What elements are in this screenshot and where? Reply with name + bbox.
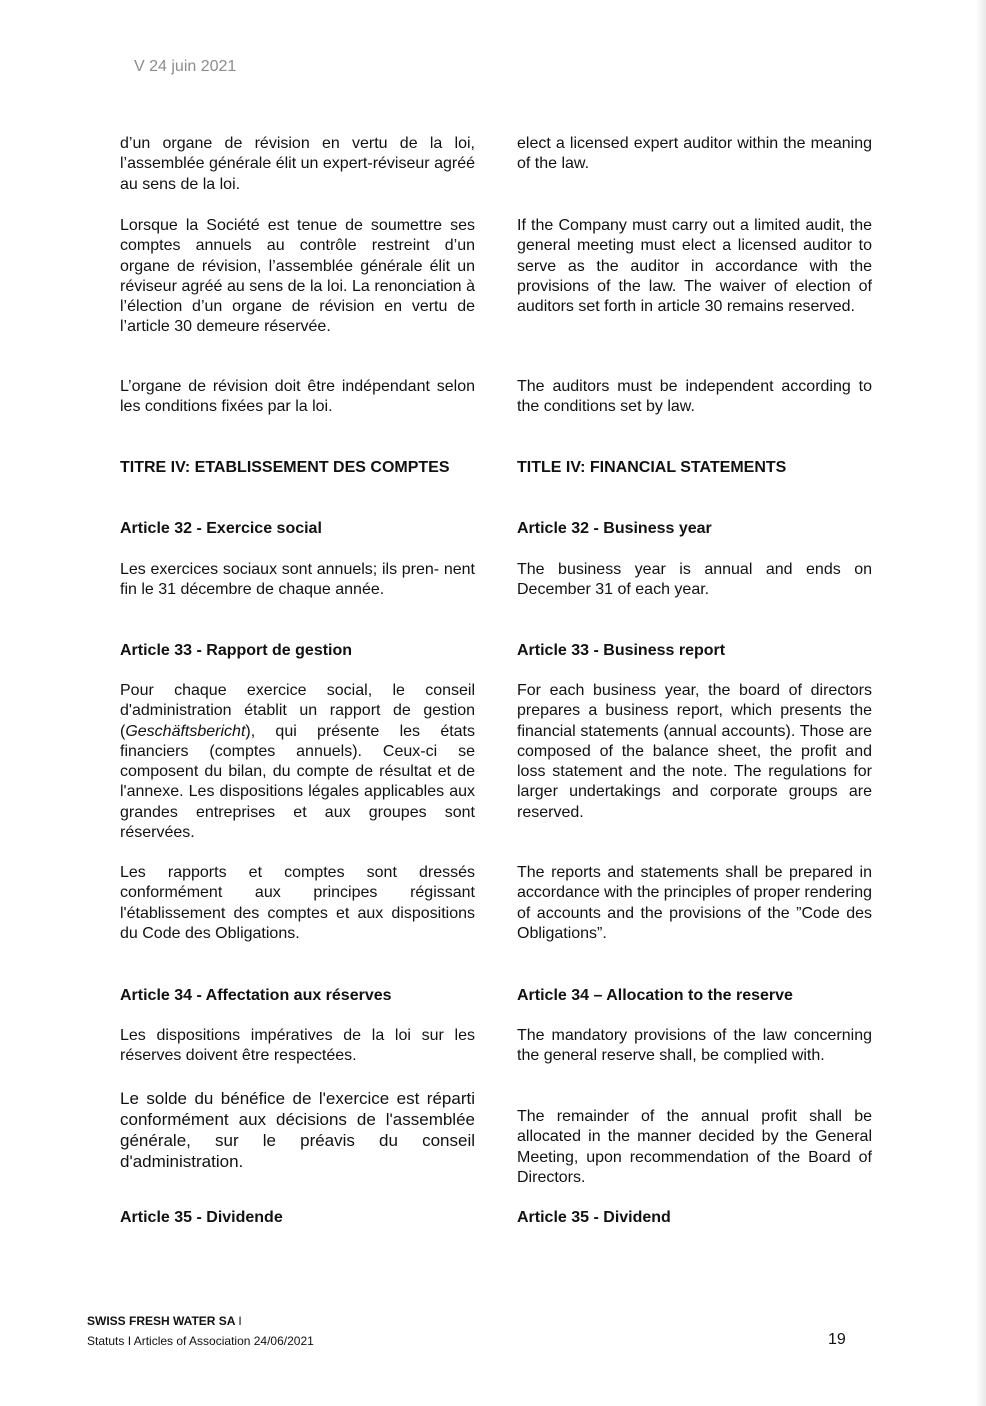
footer-company-text: SWISS FRESH WATER SA (87, 1314, 236, 1328)
en-article-32-text: The business year is annual and ends on December 31 of each year. (517, 561, 872, 599)
en-article-34-heading: Article 34 – Allocation to the reserve (517, 987, 793, 1004)
en-article-32-heading: Article 32 - Business year (517, 520, 712, 537)
version-date: V 24 juin 2021 (134, 58, 237, 75)
fr-article-35-heading: Article 35 - Dividende (120, 1209, 283, 1226)
en-independence-paragraph: The auditors must be independent according to the conditions set by law. (517, 378, 872, 416)
en-article-33-heading: Article 33 - Business report (517, 642, 726, 659)
fr-article-34-text-2: Le solde du bénéfice de l'exercice est réparti conformément aux décisions de l'assemblée générale, sur le préavis du conseil d'administration. (120, 1089, 475, 1171)
fr-article-33-text (120, 681, 475, 843)
page-number: 19 (828, 1331, 846, 1348)
en-article-33-text: For each business year, the board of directors prepares a business report, which presents the financial statements (annual accounts). Those are composed of the balance sheet, the profit and loss statement and the note. The regulations for larger undertakings and corporate groups are reserved. (517, 682, 872, 821)
footer-company-name (87, 1314, 242, 1328)
fr-independence-paragraph: L’organe de révision doit être indépendant selon les conditions fixées par la loi. (120, 378, 475, 416)
footer-company-separator: I (238, 1314, 242, 1328)
en-article-33-text-2: The reports and statements shall be prepared in accordance with the principles of proper rendering of accounts and the provisions of the ”Code des Obligations”. (517, 864, 872, 942)
footer-document-title: Statuts I Articles of Association 24/06/2021 (87, 1334, 314, 1348)
en-article-35-heading: Article 35 - Dividend (517, 1209, 671, 1226)
en-article-34-text: The mandatory provisions of the law concerning the general reserve shall, be complied with. (517, 1027, 872, 1065)
fr-article-34-text: Les dispositions impératives de la loi sur les réserves doivent être respectées. (120, 1027, 475, 1065)
fr-article-33-text-after: ), qui présente les états financiers (comptes annuels). Ceux-ci se composent du bilan, du compte de résultat et de l'annexe. Les dispositions légales applicables aux grandes entreprises et aux groupes sont réservées. (120, 722, 475, 842)
fr-limited-audit-paragraph: Lorsque la Société est tenue de soumettre ses comptes annuels au contrôle restreint d’un organe de révision, l’assemblée générale élit un réviseur agréé au sens de la loi. La renonciation à l’élection d’un organe de révision en vertu de l’article 30 demeure réservée. (120, 217, 475, 336)
fr-article-32-text: Les exercices sociaux sont annuels; ils pren- nent fin le 31 décembre de chaque année. (120, 561, 475, 599)
fr-auditor-continuation: d’un organe de révision en vertu de la loi, l’assemblée générale élit un expert-réviseur agréé au sens de la loi. (120, 135, 475, 193)
en-limited-audit-paragraph: If the Company must carry out a limited audit, the general meeting must elect a licensed auditor to serve as the auditor in accordance with the provisions of the law. The waiver of election of auditors set forth in article 30 remains reserved. (517, 217, 872, 316)
page-edge-shadow (976, 0, 986, 1406)
fr-article-33-text-before: Pour chaque exercice social, le conseil d'administration établit un rapport de gestion ( (120, 682, 475, 740)
en-auditor-continuation: elect a licensed expert auditor within the meaning of the law. (517, 135, 872, 173)
en-article-34-text-2: The remainder of the annual profit shall be allocated in the manner decided by the General Meeting, upon recommendation of the Board of Directors. (517, 1108, 872, 1186)
fr-article-33-italic-term: Geschäftsbericht (125, 722, 246, 740)
fr-title-iv-heading: TITRE IV: ETABLISSEMENT DES COMPTES (120, 459, 450, 476)
fr-article-32-heading: Article 32 - Exercice social (120, 520, 322, 537)
en-title-iv-heading: TITLE IV: FINANCIAL STATEMENTS (517, 459, 787, 476)
fr-article-33-heading: Article 33 - Rapport de gestion (120, 642, 353, 659)
fr-article-33-text-2: Les rapports et comptes sont dressés conformément aux principes régissant l'établissement des comptes et aux dispositions du Code des Obligations. (120, 864, 475, 942)
fr-article-34-heading: Article 34 - Affectation aux réserves (120, 987, 392, 1004)
